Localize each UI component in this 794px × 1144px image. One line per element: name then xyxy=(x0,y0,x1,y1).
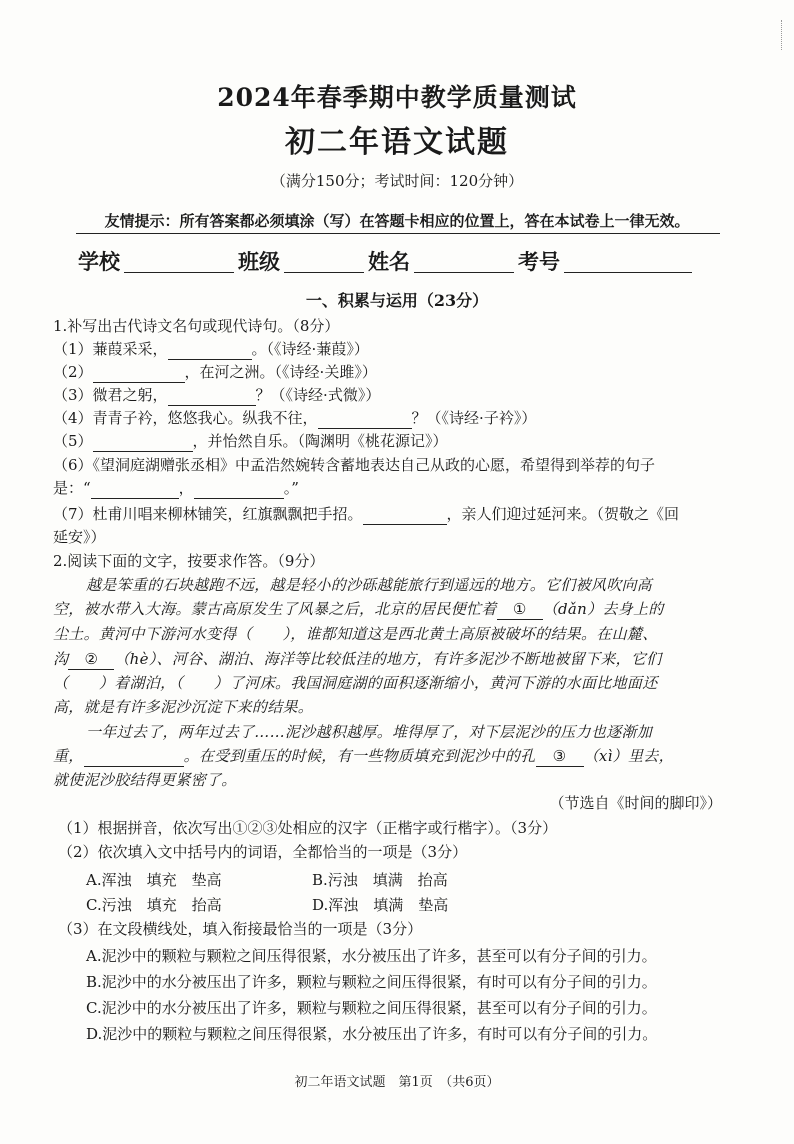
answer-tip: 友情提示：所有答案都必须填涂（写）在答题卡相应的位置上，答在本试卷上一律无效。 xyxy=(104,212,690,230)
q2-sub2-option-d[interactable]: D.浑浊 填满 垫高 xyxy=(312,896,449,914)
q1-item-3 xyxy=(53,385,380,406)
q1-item-text: （4）青青子衿，悠悠我心。纵我不往， xyxy=(53,409,318,427)
exam-title: 2024年春季期中教学质量测试 xyxy=(217,83,577,112)
q1-item-text: （2） xyxy=(53,363,93,381)
student-info-row xyxy=(78,246,696,276)
page-footer: 初二年语文试题 第1页 （共6页） xyxy=(294,1075,500,1090)
fill-blank[interactable] xyxy=(93,362,185,383)
fill-blank[interactable] xyxy=(93,431,193,452)
q2-sub3: （3）在文段横线处，填入衔接最恰当的一项是（3分） xyxy=(58,920,423,938)
q2-sub1: （1）根据拼音，依次写出①②③处相应的汉字（正楷字或行楷字）。（3分） xyxy=(58,819,558,837)
q1-item-1 xyxy=(53,339,369,360)
fill-blank[interactable] xyxy=(318,408,412,429)
q1-item-text: ，在河之洲。（《诗经·关雎》） xyxy=(184,363,377,381)
q2-sub2: （2）依次填入文中括号内的词语，全都恰当的一项是（3分） xyxy=(58,843,468,861)
exam-meta: （满分150分；考试时间：120分钟） xyxy=(270,172,524,190)
name-blank[interactable] xyxy=(414,250,514,273)
passage-line: （ ）着湖泊，（ ）了河床。我国洞庭湖的面积逐渐缩小，黄河下游的水面比地面还 xyxy=(53,674,658,692)
blank-mark-1[interactable]: ① xyxy=(497,599,543,620)
exam-number-label: 考号 xyxy=(518,249,560,274)
passage-text: （xì）里去， xyxy=(583,747,674,765)
q1-item-text: ？（《诗经·式微》） xyxy=(255,386,381,404)
class-label: 班级 xyxy=(238,249,280,274)
passage-line: 就使泥沙胶结得更紧密了。 xyxy=(53,771,237,789)
q1-item-5 xyxy=(53,431,448,452)
fill-blank[interactable] xyxy=(168,385,256,406)
q1-item-7 xyxy=(53,504,679,525)
class-blank[interactable] xyxy=(284,250,364,273)
q2-sub2-option-b[interactable]: B.污浊 填满 抬高 xyxy=(312,871,448,889)
q1-item-text: 。（《诗经·蒹葭》） xyxy=(251,340,369,358)
q2-stem-text: 2.阅读下面的文字，按要求作答。（9分） xyxy=(53,552,325,570)
q2-sub2-option-c[interactable]: C.污浊 填充 抬高 xyxy=(86,896,222,914)
passage-line: 高，就是有许多泥沙沉淀下来的结果。 xyxy=(53,698,314,716)
passage-text: 重， xyxy=(53,747,84,765)
tip-underline xyxy=(76,233,720,234)
passage-text: 。在受到重压的时候，有一些物质填充到泥沙中的孔 xyxy=(183,747,536,765)
q1-item-7-cont: 延安》） xyxy=(53,528,106,546)
q2-sub2-option-a[interactable]: A.浑浊 填充 垫高 xyxy=(86,871,222,889)
q1-item-text: （5） xyxy=(53,432,93,450)
passage-line: 尘土。黄河中下游河水变得（ ），谁都知道这是西北黄土高原被破坏的结果。在山麓、 xyxy=(53,625,658,643)
blank-mark-2[interactable]: ② xyxy=(68,649,114,670)
passage-text: 沟 xyxy=(53,650,69,668)
passage-source: （节选自《时间的脚印》） xyxy=(549,794,722,812)
section-title: 一、积累与运用（23分） xyxy=(305,291,489,310)
fill-blank[interactable] xyxy=(168,339,252,360)
q1-item-text: （3）微君之躬， xyxy=(53,386,168,404)
passage-line: 越是笨重的石块越跑不远，越是轻小的沙砾越能旅行到遥远的地方。它们被风吹向高 xyxy=(86,576,653,594)
q1-item-6-answer xyxy=(53,478,299,499)
fill-blank[interactable] xyxy=(363,504,447,525)
passage-line xyxy=(53,649,661,670)
q1-stem: 1.补写出古代诗文名句或现代诗句。（8分） xyxy=(53,317,340,335)
q1-item-text: 是：“ xyxy=(53,479,91,497)
q1-item-text: 。” xyxy=(283,479,299,497)
fill-blank[interactable] xyxy=(91,478,179,499)
q2-sub3-option-c[interactable]: C.泥沙中的水分被压出了许多，颗粒与颗粒之间压得很紧，甚至可以有分子间的引力。 xyxy=(86,999,657,1017)
q1-item-text: ，并怡然自乐。（陶渊明《桃花源记》） xyxy=(192,432,448,450)
exam-number-blank[interactable] xyxy=(564,250,692,273)
blank-mark-3[interactable]: ③ xyxy=(536,746,584,767)
passage-text: （dǎn）去身上的 xyxy=(542,600,664,618)
fill-blank[interactable] xyxy=(194,478,284,499)
passage-text: 空，被水带入大海。蒙古高原发生了风暴之后，北京的居民便忙着 xyxy=(53,600,497,618)
q1-item-2 xyxy=(53,362,377,383)
passage-line xyxy=(53,746,674,767)
q1-item-text: （7）杜甫川唱来柳林铺笑，红旗飘飘把手招。 xyxy=(53,505,363,523)
q1-item-text: ， xyxy=(178,479,194,497)
passage-blank[interactable] xyxy=(84,746,184,767)
name-label: 姓名 xyxy=(368,249,410,274)
passage-line xyxy=(53,599,664,620)
q1-item-text: （6）《望洞庭湖赠张丞相》中孟浩然婉转含蓄地表达自己从政的心愿，希望得到举荐的句子 xyxy=(53,456,656,474)
subject-title: 初二年语文试题 xyxy=(285,125,509,160)
q1-item-6 xyxy=(53,455,655,475)
q1-item-text: ？（《诗经·子衿》） xyxy=(411,409,537,427)
q2-sub3-option-d[interactable]: D.泥沙中的颗粒与颗粒之间压得很紧，水分被压出了许多，有时可以有分子间的引力。 xyxy=(86,1025,658,1043)
q1-item-text: ，亲人们迎过延河来。（贺敬之《回 xyxy=(446,505,680,523)
q2-sub3-option-a[interactable]: A.泥沙中的颗粒与颗粒之间压得很紧，水分被压出了许多，甚至可以有分子间的引力。 xyxy=(86,947,657,965)
scan-mark xyxy=(781,20,784,50)
school-label: 学校 xyxy=(78,249,120,274)
q1-item-text: （1）蒹葭采采， xyxy=(53,340,168,358)
school-blank[interactable] xyxy=(124,250,234,273)
q2-sub3-option-b[interactable]: B.泥沙中的水分被压出了许多，颗粒与颗粒之间压得很紧，有时可以有分子间的引力。 xyxy=(86,973,657,991)
passage-line: 一年过去了，两年过去了……泥沙越积越厚。堆得厚了，对下层泥沙的压力也逐渐加 xyxy=(86,723,653,741)
q1-item-4 xyxy=(53,408,536,429)
passage-text: （hè）、河谷、湖泊、海洋等比较低洼的地方，有许多泥沙不断地被留下来，它们 xyxy=(114,650,662,668)
